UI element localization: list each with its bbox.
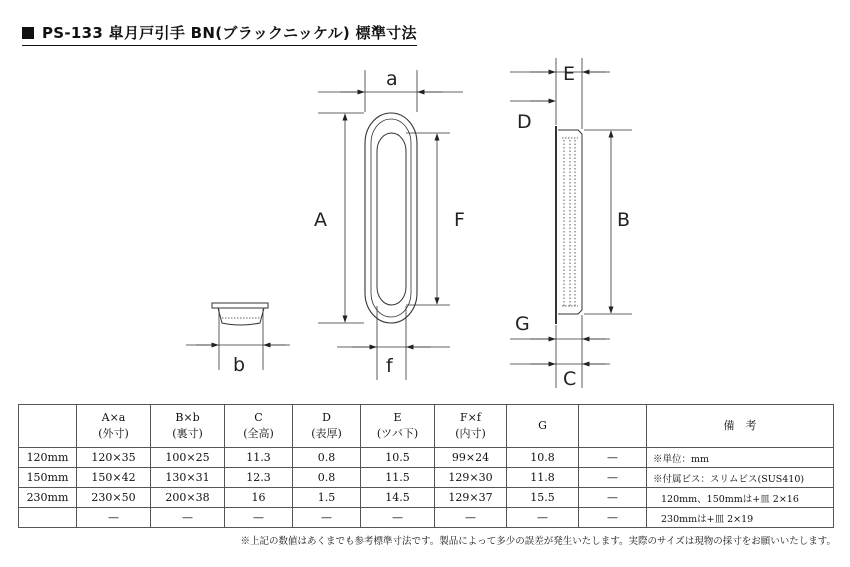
- table-cell: 10.5: [361, 448, 435, 468]
- side-view: [510, 58, 632, 388]
- remark-line: 230mmは+皿 2×19: [647, 508, 834, 528]
- table-cell: —: [361, 508, 435, 528]
- table-header-row: [19, 405, 834, 448]
- table-cell: —: [225, 508, 293, 528]
- table-cell: 16: [225, 488, 293, 508]
- table-cell: —: [77, 508, 151, 528]
- header-cell: G: [507, 405, 579, 448]
- table-cell: 14.5: [361, 488, 435, 508]
- table-cell: 120×35: [77, 448, 151, 468]
- header-cell: D (表厚): [293, 405, 361, 448]
- table-row: [19, 448, 834, 468]
- table-cell: 10.8: [507, 448, 579, 468]
- table-cell: 99×24: [435, 448, 507, 468]
- label-D: D: [517, 111, 532, 133]
- label-E: E: [563, 63, 576, 85]
- label-F: F: [454, 209, 465, 231]
- table-cell: 230×50: [77, 488, 151, 508]
- remark-line: 120mm、150mmは+皿 2×16: [647, 488, 834, 508]
- table-cell: —: [579, 448, 647, 468]
- remark-line: ※単位：mm: [647, 448, 834, 468]
- table-cell: 12.3: [225, 468, 293, 488]
- title-text: PS-133 皐月戸引手 BN(ブラックニッケル) 標準寸法: [42, 24, 417, 42]
- header-cell: E (ツバ下): [361, 405, 435, 448]
- label-f: f: [386, 355, 393, 377]
- size-cell: [19, 508, 77, 528]
- footnote: ※上記の数値はあくまでも参考標準寸法です。製品によって多少の誤差が発生いたします。実際のサイズは現物の採寸をお願いいたします。: [240, 536, 836, 547]
- table-cell: 200×38: [151, 488, 225, 508]
- table-cell: —: [579, 468, 647, 488]
- table-cell: —: [507, 508, 579, 528]
- table-cell: 1.5: [293, 488, 361, 508]
- table-cell: —: [579, 508, 647, 528]
- remark-line: ※付属ビス：スリムビス(SUS410): [647, 468, 834, 488]
- inner-recess-outline: [377, 133, 406, 305]
- header-cell: [579, 405, 647, 448]
- header-cell: B×b (裏寸): [151, 405, 225, 448]
- table-row: [19, 468, 834, 488]
- table-cell: —: [151, 508, 225, 528]
- label-C: C: [563, 368, 577, 390]
- table-cell: —: [579, 488, 647, 508]
- header-cell-remarks: 備 考: [647, 405, 834, 448]
- label-b: b: [233, 354, 246, 376]
- size-cell: 120mm: [19, 448, 77, 468]
- table-cell: —: [293, 508, 361, 528]
- header-cell: C (全高): [225, 405, 293, 448]
- table-row: [19, 488, 834, 508]
- front-view: [318, 70, 463, 380]
- label-A: A: [314, 209, 327, 231]
- header-cell: [19, 405, 77, 448]
- size-cell: 230mm: [19, 488, 77, 508]
- table-cell: 0.8: [293, 468, 361, 488]
- table-cell: 130×31: [151, 468, 225, 488]
- spec-table: [18, 404, 834, 528]
- label-G: G: [515, 313, 530, 335]
- table-cell: —: [435, 508, 507, 528]
- table-cell: 15.5: [507, 488, 579, 508]
- header-cell: F×f (内寸): [435, 405, 507, 448]
- table-cell: 11.8: [507, 468, 579, 488]
- outer-flange-outline: [365, 113, 417, 323]
- label-B: B: [617, 209, 631, 231]
- table-cell: 100×25: [151, 448, 225, 468]
- table-row: [19, 508, 834, 528]
- header-cell: A×a (外寸): [77, 405, 151, 448]
- table-cell: 150×42: [77, 468, 151, 488]
- table-cell: 11.5: [361, 468, 435, 488]
- table-cell: 129×30: [435, 468, 507, 488]
- label-a: a: [386, 68, 398, 90]
- table-cell: 129×37: [435, 488, 507, 508]
- table-cell: 0.8: [293, 448, 361, 468]
- size-cell: 150mm: [19, 468, 77, 488]
- table-cell: 11.3: [225, 448, 293, 468]
